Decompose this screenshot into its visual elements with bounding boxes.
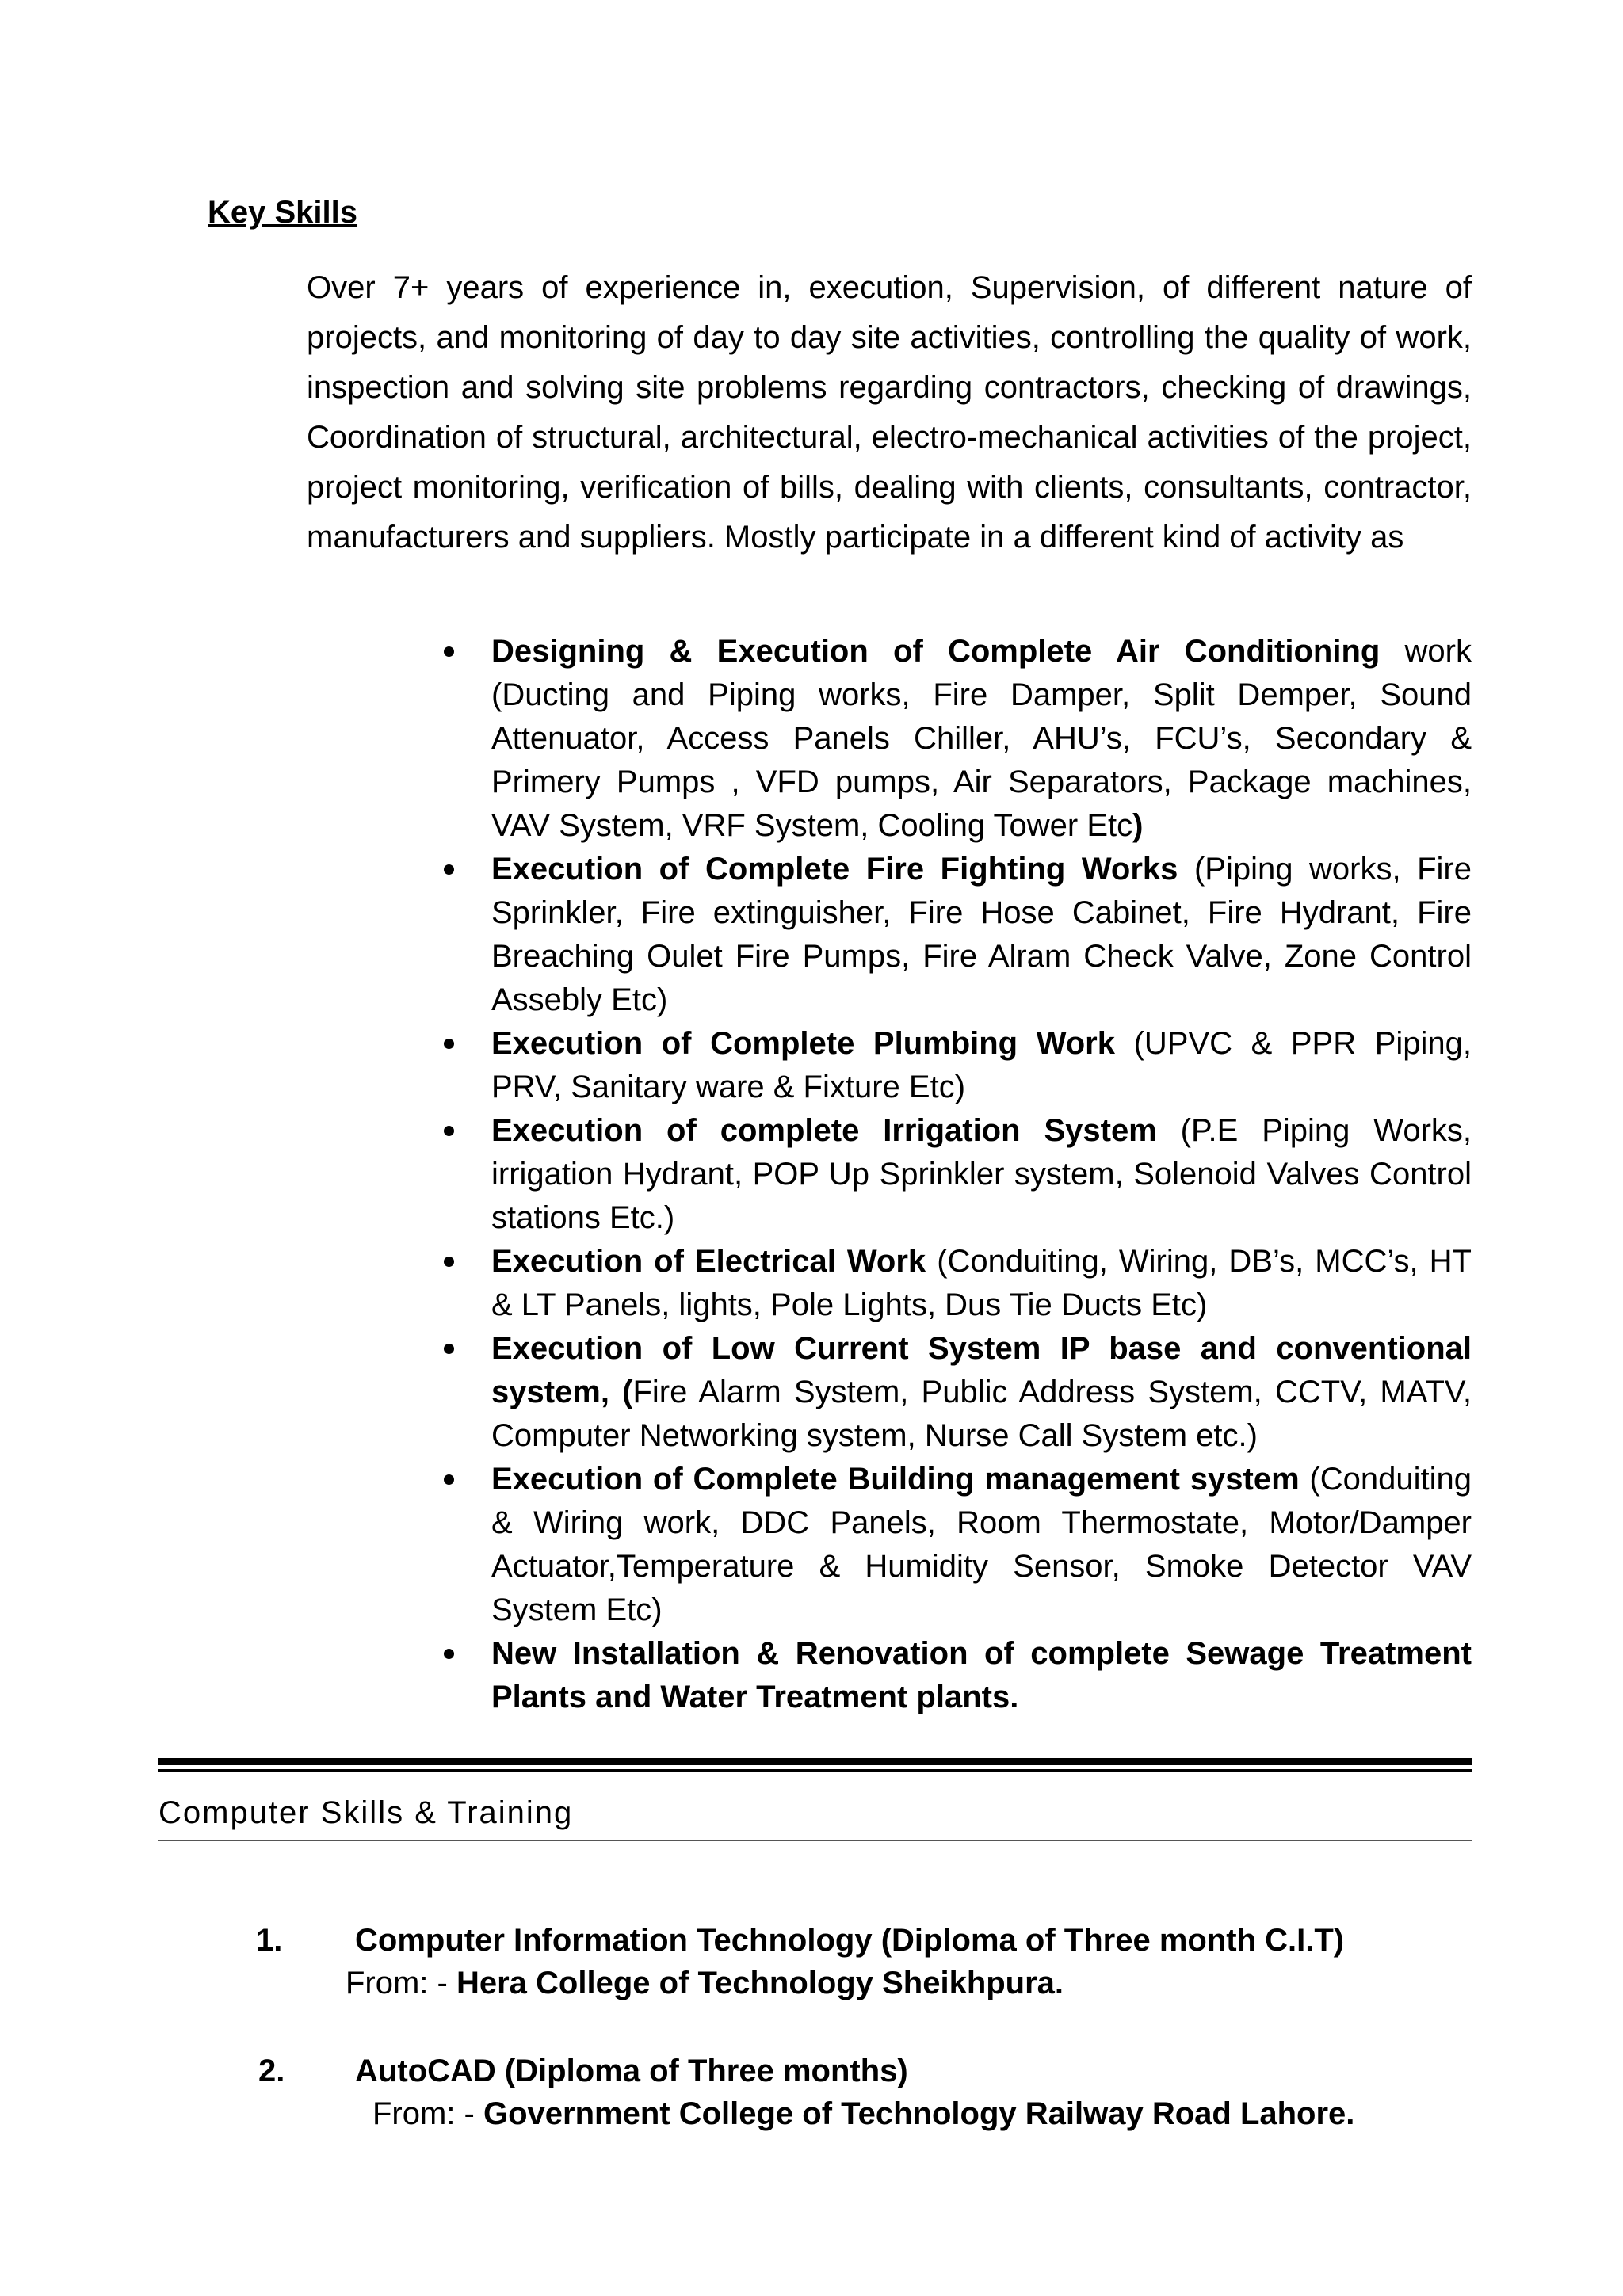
list-item <box>444 1327 1472 1458</box>
list-item <box>444 1022 1472 1109</box>
heading-underline <box>158 1840 1472 1841</box>
from-label: From: - <box>346 1966 456 2000</box>
course-from <box>346 1962 1064 2004</box>
key-skills-intro: Over 7+ years of experience in, execution, Supervision, of different nature of projects, and monitoring of day to day site activities, controlling the quality of work, inspection and solving site problems regarding contractors, checking of drawings, Coordination of structural, architectural, electro-mechanical activities of the project, project monitoring, verification of bills, dealing with clients, consultants, contractor, manufacturers and suppliers. Mostly participate in a different kind of activity as <box>307 270 1472 555</box>
list-item <box>444 848 1472 1022</box>
list-item <box>444 1240 1472 1327</box>
course-title: AutoCAD (Diploma of Three months) <box>355 2054 908 2088</box>
item-bold: New Installation & Renovation of complete Sewage Treatment Plants and Water Treatment plants. <box>491 1636 1472 1714</box>
course-from <box>372 2092 1354 2135</box>
computer-skills-heading: Computer Skills & Training <box>158 1795 574 1830</box>
list-item <box>444 1109 1472 1240</box>
course-number: 1. <box>256 1923 283 1958</box>
item-text: (Conduiting, Wiring, DB’s, MCC’s, HT & LT Panels, lights, Pole Lights, Dus Tie Ducts Etc) <box>491 1244 1472 1322</box>
list-item <box>444 630 1472 848</box>
item-text: work (Ducting and Piping works, Fire Damper, Split Demper, Sound Attenuator, Access Panels Chiller, AHU’s, FCU’s, Secondary & Primery Pumps , VFD pumps, Air Separators, Package machines, VAV System, VRF System, Cooling Tower Etc <box>491 634 1472 843</box>
course-title: Computer Information Technology (Diploma of Three month C.I.T) <box>355 1923 1345 1958</box>
section-divider-thin <box>158 1769 1472 1772</box>
from-label: From: - <box>372 2096 483 2131</box>
item-bold: Execution of Low Current System IP base and conventional system, ( <box>491 1331 1472 1409</box>
item-tail: ) <box>1132 808 1144 843</box>
item-bold: Execution of Complete Fire Fighting Works <box>491 852 1178 887</box>
item-bold: Designing & Execution of Complete Air Conditioning <box>491 634 1381 669</box>
item-text: (Conduiting & Wiring work, DDC Panels, Room Thermostate, Motor/Damper Actuator,Temperature & Humidity Sensor, Smoke Detector VAV System Etc) <box>491 1462 1472 1627</box>
item-bold: Execution of Complete Plumbing Work <box>491 1026 1115 1061</box>
item-bold: Execution of complete Irrigation System <box>491 1113 1157 1148</box>
item-text: (Piping works, Fire Sprinkler, Fire extinguisher, Fire Hose Cabinet, Fire Hydrant, Fire Breaching Oulet Fire Pumps, Fire Alram Check Valve, Zone Control Assebly Etc) <box>491 852 1472 1017</box>
key-skills-list <box>444 630 1472 1719</box>
list-item <box>444 1632 1472 1719</box>
list-item <box>444 1458 1472 1632</box>
item-bold: Execution of Electrical Work <box>491 1244 926 1279</box>
item-text: Fire Alarm System, Public Address System, CCTV, MATV, Computer Networking system, Nurse Call System etc.) <box>491 1375 1472 1453</box>
key-skills-heading: Key Skills <box>208 195 358 230</box>
item-text: (UPVC & PPR Piping, PRV, Sanitary ware & Fixture Etc) <box>491 1026 1472 1104</box>
item-text: (P.E Piping Works, irrigation Hydrant, POP Up Sprinkler system, Solenoid Valves Control stations Etc.) <box>491 1113 1472 1235</box>
course-institution: Government College of Technology Railway Road Lahore. <box>483 2096 1355 2131</box>
course-number: 2. <box>258 2054 285 2088</box>
item-bold: Execution of Complete Building management system <box>491 1462 1300 1497</box>
course-institution: Hera College of Technology Sheikhpura. <box>456 1966 1064 2000</box>
section-divider-thick <box>158 1758 1472 1765</box>
